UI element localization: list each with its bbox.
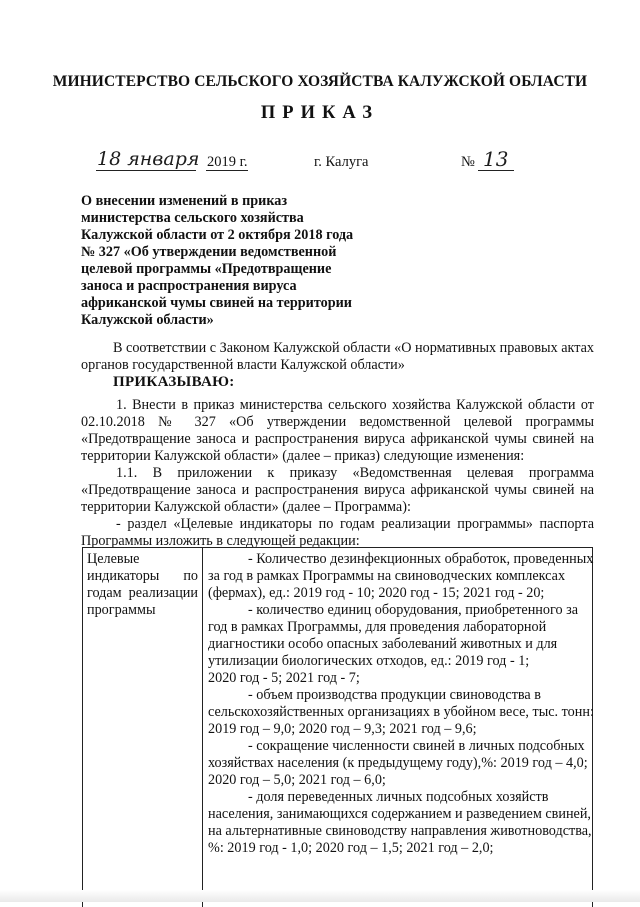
order-city: г. Калуга (314, 154, 369, 170)
label-line (87, 551, 198, 568)
indicator-item (208, 789, 592, 857)
order-meta-row (0, 147, 640, 178)
indicator-line: год в рамках Программы, для проведения лабораторной (208, 619, 547, 635)
subject-line: африканской чумы свиней на территории (81, 295, 352, 311)
label-word: программы (87, 602, 156, 618)
order-title: ПРИКАЗ (260, 103, 380, 123)
label-word: индикаторы (87, 568, 160, 584)
subject-line: министерства сельского хозяйства (81, 210, 304, 226)
indicator-item (208, 551, 594, 602)
indicator-line: сельскохозяйственных организациях в убойном весе, тыс. тонн: (208, 704, 594, 720)
label-line (87, 602, 198, 619)
indicator-item (208, 687, 594, 738)
order-number-label: № (461, 154, 475, 170)
label-line (87, 585, 198, 602)
indicator-line: - количество единиц оборудования, приобретенного за (248, 602, 578, 618)
indicator-line: - доля переведенных личных подсобных хозяйств (248, 789, 549, 805)
indicator-line: - Количество дезинфекционных обработок, проведенных (248, 551, 594, 567)
indicator-line: (фермах), ед.: 2019 год - 10; 2020 год - 15; 2021 год - 20; (208, 585, 545, 601)
scan-bottom-edge (0, 890, 640, 902)
date-underline (96, 170, 196, 171)
subject-line: заноса и распространения вируса (81, 278, 297, 294)
indicator-line: 2019 год – 9,0; 2020 год – 9,3; 2021 год – 9,6; (208, 721, 477, 737)
indicators-table (82, 547, 593, 907)
handwritten-order-number: 13 (483, 147, 509, 171)
indicator-line: за год в рамках Программы на свиноводческих комплексах (208, 568, 566, 584)
preamble-paragraph: В соответствии с Законом Калужской области «О нормативных правовых актах органов государственной власти Калужской области» (81, 340, 594, 373)
handwritten-date: 18 января (97, 148, 200, 170)
table-label-cell (83, 548, 203, 907)
indicator-item (208, 602, 588, 687)
number-underline (478, 170, 514, 171)
year-underline (206, 170, 248, 171)
indicator-line: %: 2019 год - 1,0; 2020 год – 1,5; 2021 год – 2,0; (208, 840, 494, 856)
indicator-line: 2020 год – 5,0; 2021 год – 6,0; (208, 772, 386, 788)
item-1-1-dash-paragraph: - раздел «Целевые индикаторы по годам реализации программы» паспорта Программы изложить в следующей редакции: (81, 516, 594, 549)
label-word: Целевые (87, 551, 140, 567)
order-year: 2019 г. (207, 154, 248, 170)
subject-line: № 327 «Об утверждении ведомственной (81, 244, 337, 260)
label-line (87, 568, 198, 585)
subject-line: О внесении изменений в приказ (81, 193, 288, 209)
table-indicators-cell (203, 548, 592, 857)
subject-line: Калужской области» (81, 312, 214, 328)
item-1-paragraph: 1. Внести в приказ министерства сельского хозяйства Калужской области от 02.10.2018 № 327 «Об утверждении ведомственной целевой программы «Предотвращение заноса и распространения вируса африканской чумы свиней на территории Калужской области» (далее – приказ) следующие изменения: (81, 397, 594, 464)
indicator-line: на альтернативные свиноводству направления животноводства, (208, 823, 592, 839)
order-subject (81, 193, 381, 329)
label-word: годам (87, 585, 122, 601)
subject-line: Калужской области от 2 октября 2018 года (81, 227, 354, 243)
label-word: по (183, 568, 198, 584)
label-word: реализации (128, 585, 198, 601)
indicator-line: 2020 год - 5; 2021 год - 7; (208, 670, 360, 686)
indicator-line: - объем производства продукции свиноводства в (248, 687, 541, 703)
orders-heading: ПРИКАЗЫВАЮ: (113, 374, 235, 390)
indicator-line: утилизации биологических отходов, ед.: 2019 год - 1; (208, 653, 530, 669)
indicator-line: населения, занимающихся содержанием и разведением свиней, (208, 806, 591, 822)
indicator-line: хозяйствах населения (к предыдущему году),%: 2019 год – 4,0; (208, 755, 588, 771)
indicator-line: - сокращение численности свиней в личных подсобных (248, 738, 585, 754)
indicator-item (208, 738, 588, 789)
ministry-title: МИНИСТЕРСТВО СЕЛЬСКОГО ХОЗЯЙСТВА КАЛУЖСКОЙ ОБЛАСТИ (52, 73, 588, 90)
item-1-1-paragraph: 1.1. В приложении к приказу «Ведомственная целевая программа «Предотвращение заноса и распространения вируса африканской чумы свиней на территории Калужской области» (далее – Программа): (81, 465, 594, 515)
subject-line: целевой программы «Предотвращение (81, 261, 332, 277)
indicator-line: диагностики особо опасных заболеваний животных и для (208, 636, 558, 652)
